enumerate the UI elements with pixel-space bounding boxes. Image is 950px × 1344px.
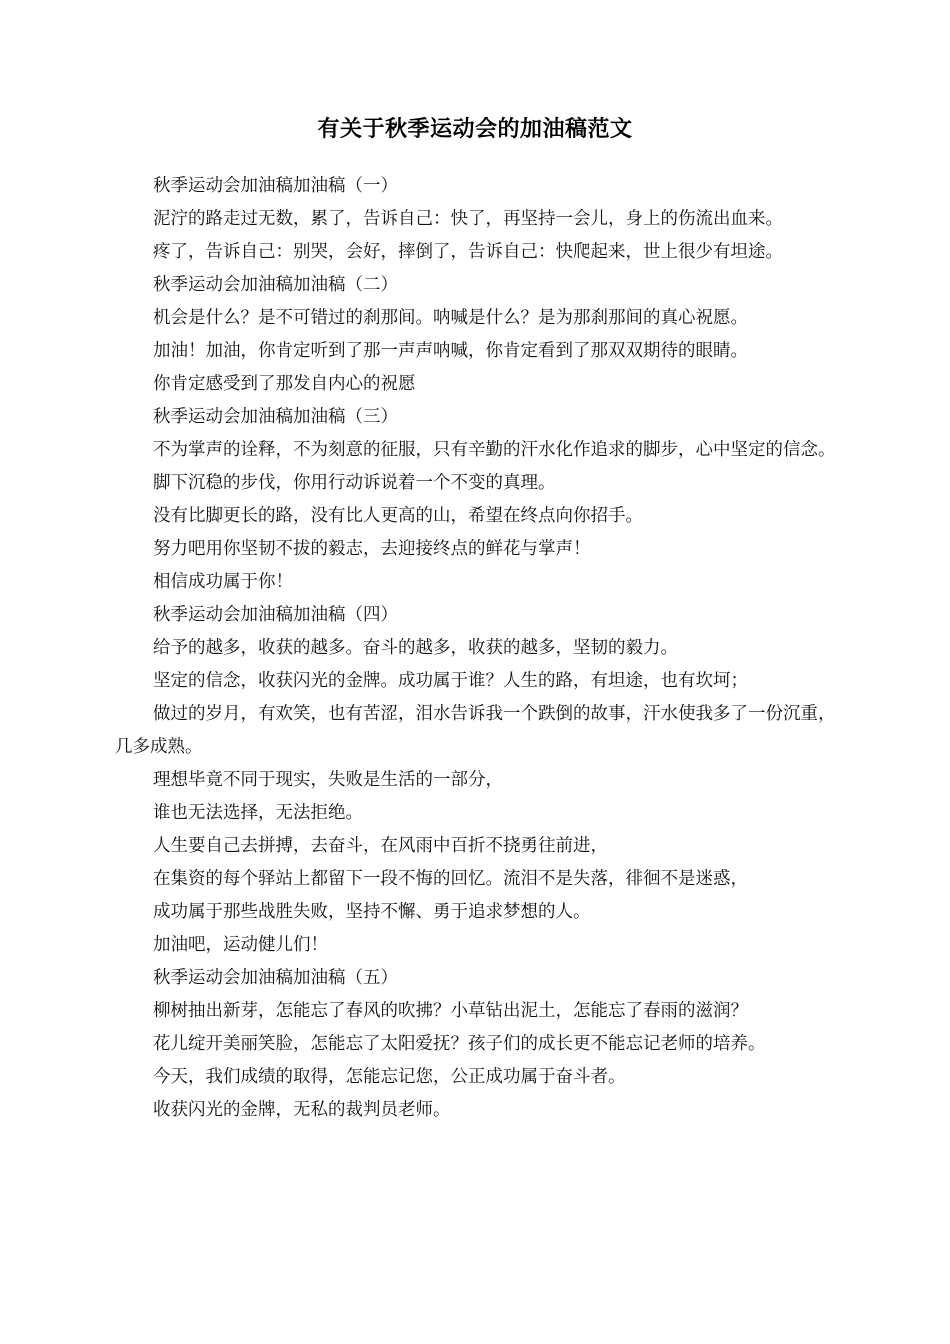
paragraph: 今天，我们成绩的取得，怎能忘记您，公正成功属于奋斗者。 <box>153 1067 626 1087</box>
paragraph: 在集资的每个驿站上都留下一段不悔的回忆。流泪不是失落，徘徊不是迷惑， <box>153 869 748 889</box>
paragraph: 机会是什么？是不可错过的刹那间。呐喊是什么？是为那刹那间的真心祝愿。 <box>153 308 748 328</box>
section-heading-5: 秋季运动会加油稿加油稿（五） <box>153 968 398 988</box>
paragraph: 努力吧用你坚韧不拔的毅志，去迎接终点的鲜花与掌声！ <box>153 539 591 559</box>
paragraph: 加油吧，运动健儿们！ <box>153 935 328 955</box>
paragraph: 谁也无法选择，无法拒绝。 <box>153 803 363 823</box>
paragraph: 疼了，告诉自己：别哭，会好，摔倒了，告诉自己：快爬起来，世上很少有坦途。 <box>153 242 783 262</box>
document-title: 有关于秋季运动会的加油稿范文 <box>317 117 633 142</box>
paragraph: 做过的岁月，有欢笑，也有苦涩，泪水告诉我一个跌倒的故事，汗水使我多了一份沉重，几多成熟。 <box>115 704 836 757</box>
paragraph: 理想毕竟不同于现实，失败是生活的一部分， <box>153 770 503 790</box>
paragraph: 相信成功属于你！ <box>153 572 293 592</box>
paragraph: 成功属于那些战胜失败，坚持不懈、勇于追求梦想的人。 <box>153 902 591 922</box>
paragraph: 人生要自己去拼搏，去奋斗，在风雨中百折不挠勇往前进， <box>153 836 608 856</box>
paragraph: 你肯定感受到了那发自内心的祝愿 <box>153 374 416 394</box>
paragraph: 脚下沉稳的步伐，你用行动诉说着一个不变的真理。 <box>153 473 556 493</box>
section-heading-4: 秋季运动会加油稿加油稿（四） <box>153 605 398 625</box>
paragraph: 没有比脚更长的路，没有比人更高的山，希望在终点向你招手。 <box>153 506 643 526</box>
document-body <box>115 170 840 1127</box>
paragraph: 加油！加油，你肯定听到了那一声声呐喊，你肯定看到了那双双期待的眼睛。 <box>153 341 748 361</box>
paragraph: 坚定的信念，收获闪光的金牌。成功属于谁？人生的路，有坦途，也有坎坷； <box>153 671 748 691</box>
paragraph: 泥泞的路走过无数，累了，告诉自己：快了，再坚持一会儿，身上的伤流出血来。 <box>153 209 783 229</box>
paragraph: 柳树抽出新芽，怎能忘了春风的吹拂？小草钻出泥土，怎能忘了春雨的滋润？ <box>153 1001 748 1021</box>
section-heading-2: 秋季运动会加油稿加油稿（二） <box>153 275 398 295</box>
section-heading-3: 秋季运动会加油稿加油稿（三） <box>153 407 398 427</box>
paragraph: 给予的越多，收获的越多。奋斗的越多，收获的越多，坚韧的毅力。 <box>153 638 678 658</box>
paragraph: 不为掌声的诠释，不为刻意的征服，只有辛勤的汗水化作追求的脚步，心中坚定的信念。 <box>153 440 836 460</box>
paragraph: 收获闪光的金牌，无私的裁判员老师。 <box>153 1100 451 1120</box>
section-heading-1: 秋季运动会加油稿加油稿（一） <box>153 176 398 196</box>
paragraph: 花儿绽开美丽笑脸，怎能忘了太阳爱抚？孩子们的成长更不能忘记老师的培养。 <box>153 1034 766 1054</box>
